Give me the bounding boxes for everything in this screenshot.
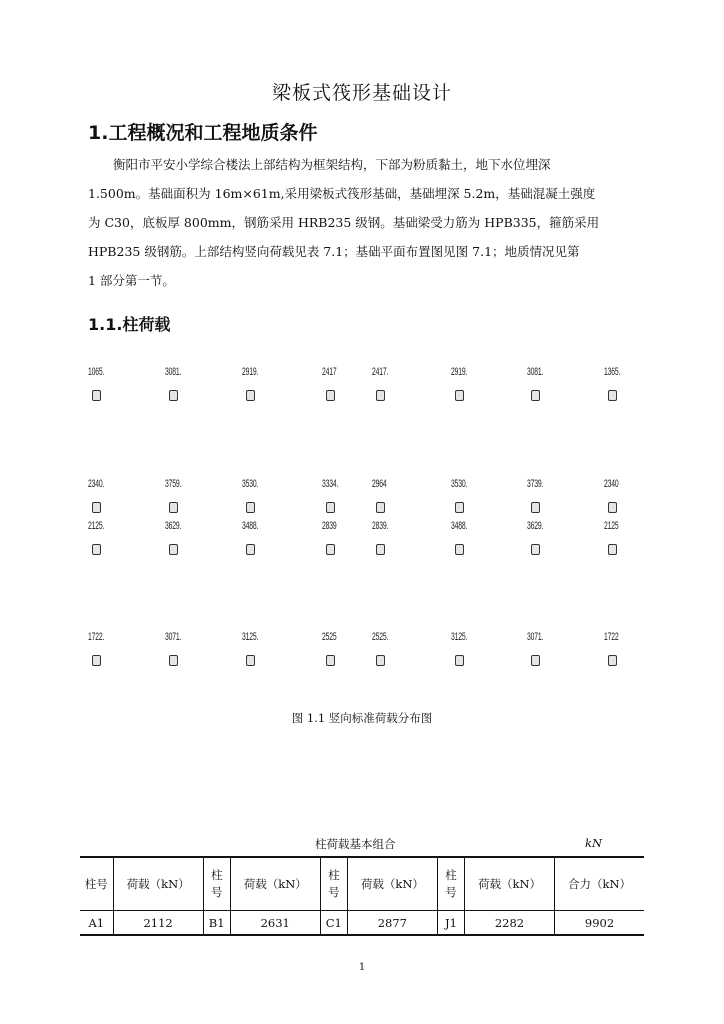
column-marker [92, 655, 101, 666]
load-value: 2417 [322, 366, 337, 378]
cell-load: 2112 [113, 911, 203, 936]
column-marker [608, 655, 617, 666]
load-value: 2919. [242, 366, 259, 378]
load-value: 3071. [165, 631, 182, 643]
load-value: 1065. [88, 366, 105, 378]
table-row [80, 911, 644, 936]
column-marker [455, 502, 464, 513]
load-value: 3488. [242, 520, 259, 532]
column-marker [326, 390, 335, 401]
cell-total: 9902 [555, 911, 644, 936]
header-column-id [320, 857, 347, 911]
load-value: 3530. [242, 478, 259, 490]
header-column-id: 柱号 [84, 876, 108, 891]
cell-column-id: C1 [320, 911, 347, 936]
load-value: 3488. [451, 520, 468, 532]
column-marker [608, 544, 617, 555]
load-value: 2919. [451, 366, 468, 378]
load-value: 2525. [372, 631, 389, 643]
paragraph-line: 为 C30，底板厚 800mm，钢筋采用 HRB235 级钢。基础梁受力筋为 HPB335，箍筋采用 [88, 215, 600, 230]
column-marker [376, 390, 385, 401]
load-value: 2340. [88, 478, 105, 490]
load-value: 1365. [604, 366, 621, 378]
load-value: 2417. [372, 366, 389, 378]
load-value: 1722 [604, 631, 619, 643]
cell-column-id: A1 [88, 915, 105, 930]
column-marker [531, 655, 540, 666]
column-marker [376, 655, 385, 666]
figure-caption: 图 1.1 竖向标准荷载分布图 [291, 711, 433, 725]
column-marker [326, 544, 335, 555]
column-marker [531, 544, 540, 555]
load-value: 3629. [527, 520, 544, 532]
table-caption: 柱荷载基本组合 [315, 837, 396, 851]
column-load-table [80, 856, 644, 936]
column-marker [246, 655, 255, 666]
column-marker [455, 390, 464, 401]
load-value: 2964 [372, 478, 387, 490]
load-value: 3081. [527, 366, 544, 378]
column-marker [531, 502, 540, 513]
load-value: 3759. [165, 478, 182, 490]
load-value: 2839. [372, 520, 389, 532]
column-marker [455, 544, 464, 555]
table-unit: kN [585, 836, 603, 850]
cell-column-id: B1 [203, 911, 230, 936]
section-heading-column-loads: 1.1.柱荷载 [88, 315, 171, 334]
column-marker [326, 655, 335, 666]
cell-load: 2282 [464, 911, 554, 936]
column-marker [169, 544, 178, 555]
cell-column-id: J1 [437, 911, 464, 936]
column-marker [376, 502, 385, 513]
column-marker [455, 655, 464, 666]
header-column-id-text: 柱号 [328, 868, 340, 899]
load-value: 1722. [88, 631, 105, 643]
header-load: 荷载（kN） [230, 857, 320, 911]
header-load: 荷载（kN） [113, 857, 203, 911]
header-column-id-text: 柱号 [210, 868, 223, 899]
column-marker [531, 390, 540, 401]
header-load: 荷载（kN） [347, 857, 437, 911]
paragraph-line: HPB235 级钢筋。上部结构竖向荷载见表 7.1；基础平面布置图见图 7.1；地质情况见第 [88, 244, 580, 259]
load-value: 3334. [322, 478, 339, 490]
header-column-id [437, 857, 464, 911]
load-value: 3125. [451, 631, 468, 643]
cell-load: 2631 [230, 911, 320, 936]
column-marker [246, 502, 255, 513]
column-marker [92, 502, 101, 513]
load-value: 2125. [88, 520, 105, 532]
column-marker [608, 502, 617, 513]
header-total: 合力（kN） [555, 857, 644, 911]
column-marker [169, 502, 178, 513]
column-marker [169, 390, 178, 401]
column-marker [169, 655, 178, 666]
column-marker [246, 390, 255, 401]
column-marker [376, 544, 385, 555]
column-marker [608, 390, 617, 401]
load-value: 3081. [165, 366, 182, 378]
load-value: 2340 [604, 478, 619, 490]
load-value: 2839 [322, 520, 337, 532]
column-marker [92, 544, 101, 555]
header-load: 荷载（kN） [464, 857, 554, 911]
header-column-id-text: 柱号 [445, 868, 457, 899]
load-value: 2125 [604, 520, 619, 532]
paragraph-line: 1.500m。基础面积为 16m×61m,采用梁板式筏形基础，基础埋深 5.2m，基础混凝土强度 [88, 186, 596, 201]
load-value: 3629. [165, 520, 182, 532]
column-marker [326, 502, 335, 513]
load-value: 2525 [322, 631, 337, 643]
column-marker [92, 390, 101, 401]
paragraph-line: 衡阳市平安小学综合楼法上部结构为框架结构，下部为粉质黏土，地下水位埋深 [113, 157, 551, 172]
cell-load: 2877 [347, 911, 437, 936]
load-value: 3071. [527, 631, 544, 643]
header-column-id [203, 857, 230, 911]
page-number: 1 [358, 962, 366, 973]
section-heading-overview: 1.工程概况和工程地质条件 [88, 122, 318, 144]
page-title: 梁板式筏形基础设计 [271, 82, 452, 104]
paragraph-line: 1 部分第一节。 [88, 273, 175, 288]
table-header-row [80, 857, 644, 911]
load-value: 3739. [527, 478, 544, 490]
column-marker [246, 544, 255, 555]
load-value: 3125. [242, 631, 259, 643]
load-value: 3530. [451, 478, 468, 490]
